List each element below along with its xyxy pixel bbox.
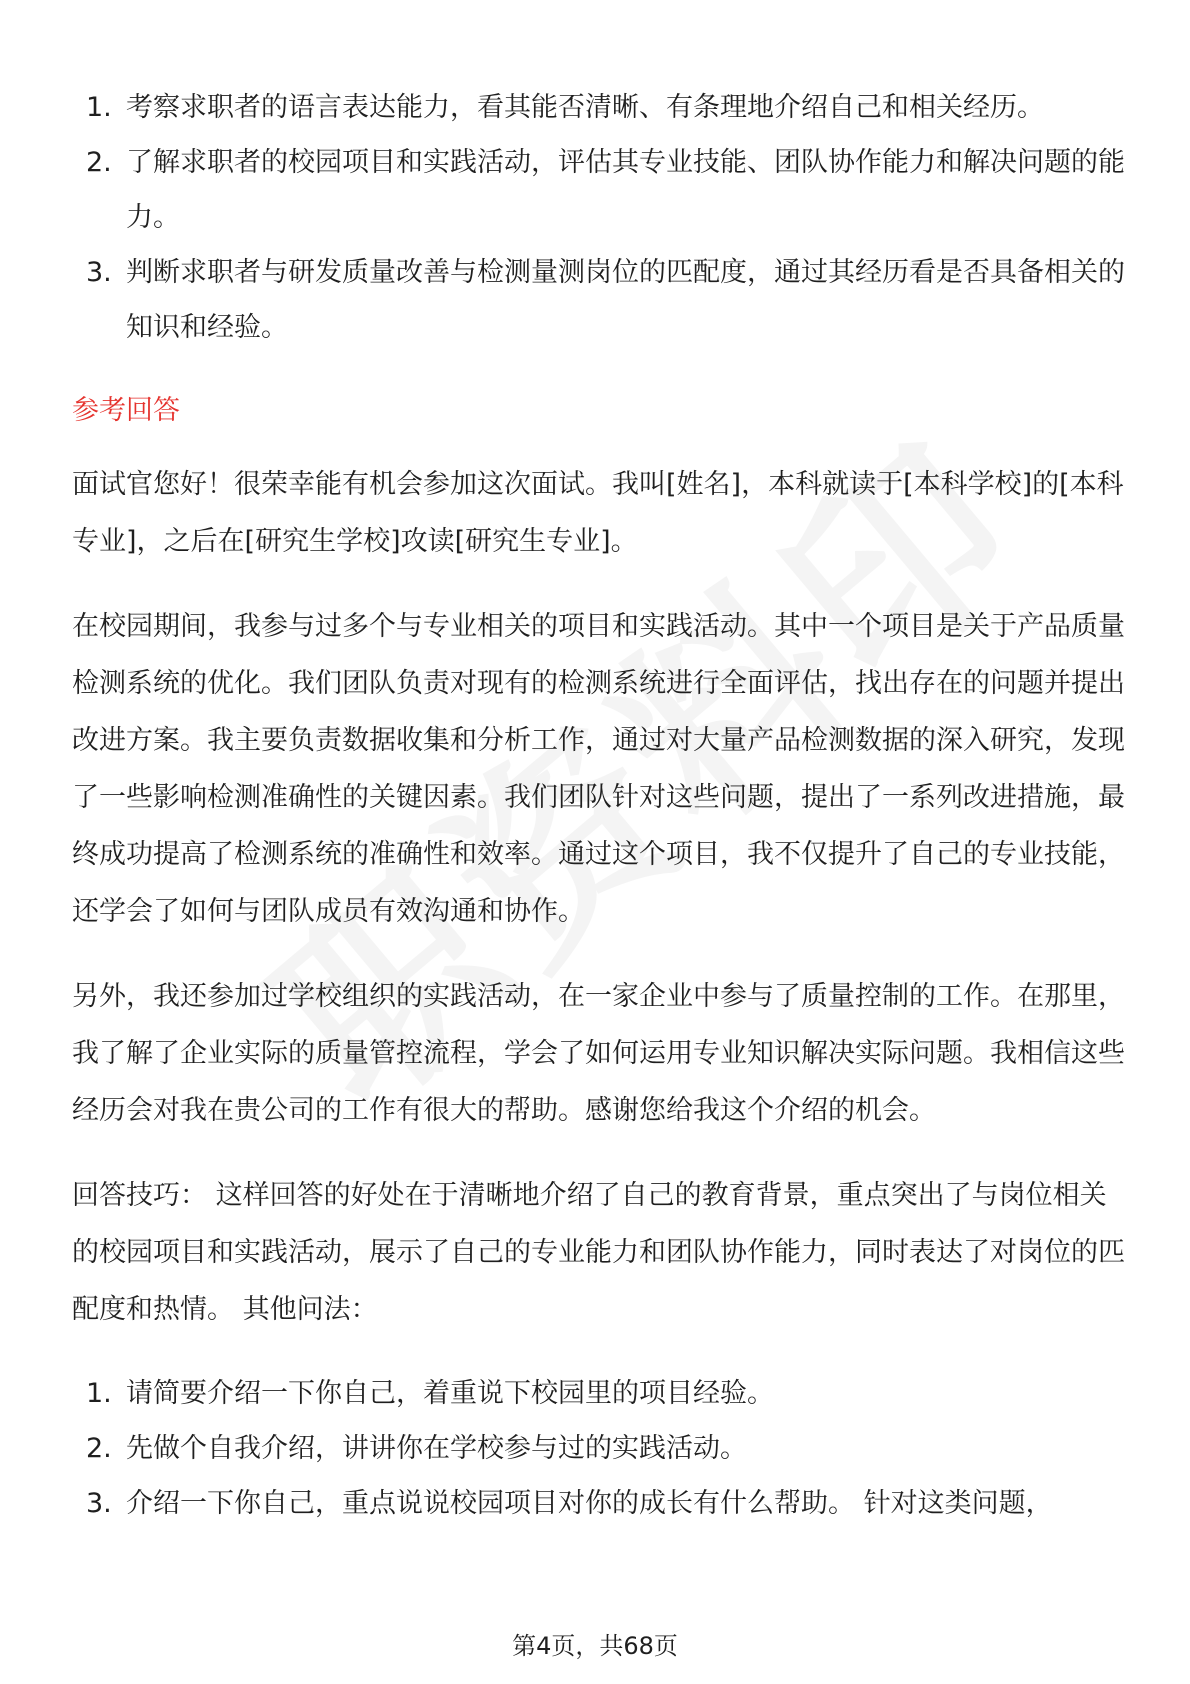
list-item-text: 请简要介绍一下你自己，着重说下校园里的项目经验。 xyxy=(126,1378,774,1409)
list-item-number: 1. xyxy=(86,92,112,123)
list-item-number: 2. xyxy=(86,1433,112,1464)
page-number: 第4页，共68页 xyxy=(512,1632,678,1660)
list-item-number: 3. xyxy=(86,257,112,288)
list-item-number: 2. xyxy=(86,147,112,178)
alternative-questions-list xyxy=(72,1366,1128,1531)
list-item xyxy=(72,1366,1128,1421)
evaluation-points-list xyxy=(72,80,1128,355)
list-item-text: 考察求职者的语言表达能力，看其能否清晰、有条理地介绍自己和相关经历。 xyxy=(126,92,1044,123)
answer-paragraph: 另外，我还参加过学校组织的实践活动，在一家企业中参与了质量控制的工作。在那里，我了解了企业实际的质量管控流程，学会了如何运用专业知识解决实际问题。我相信这些经历会对我在贵公司的工作有很大的帮助。感谢您给我这个介绍的机会。 xyxy=(72,981,1125,1126)
tips-paragraph: 回答技巧： 这样回答的好处在于清晰地介绍了自己的教育背景，重点突出了与岗位相关的校园项目和实践活动，展示了自己的专业能力和团队协作能力，同时表达了对岗位的匹配度和热情。 其他问法： xyxy=(72,1180,1125,1325)
answer-paragraph: 面试官您好！很荣幸能有机会参加这次面试。我叫[姓名]，本科就读于[本科学校]的[本科专业]，之后在[研究生学校]攻读[研究生专业]。 xyxy=(72,469,1124,557)
list-item xyxy=(72,1421,1128,1476)
list-item xyxy=(72,245,1128,355)
answer-paragraph: 在校园期间，我参与过多个与专业相关的项目和实践活动。其中一个项目是关于产品质量检测系统的优化。我们团队负责对现有的检测系统进行全面评估，找出存在的问题并提出改进方案。我主要负责数据收集和分析工作，通过对大量产品检测数据的深入研究，发现了一些影响检测准确性的关键因素。我们团队针对这些问题，提出了一系列改进措施，最终成功提高了检测系统的准确性和效率。通过这个项目，我不仅提升了自己的专业技能，还学会了如何与团队成员有效沟通和协作。 xyxy=(72,611,1125,927)
list-item xyxy=(72,80,1128,135)
page-content xyxy=(72,80,1128,1531)
section-heading: 参考回答 xyxy=(72,395,180,426)
list-item-text: 了解求职者的校园项目和实践活动，评估其专业技能、团队协作能力和解决问题的能力。 xyxy=(126,147,1125,233)
list-item-number: 3. xyxy=(86,1488,112,1519)
list-item-text: 介绍一下你自己，重点说说校园项目对你的成长有什么帮助。 针对这类问题， xyxy=(126,1488,1053,1519)
list-item-number: 1. xyxy=(86,1378,112,1409)
list-item-text: 先做个自我介绍，讲讲你在学校参与过的实践活动。 xyxy=(126,1433,747,1464)
list-item xyxy=(72,1476,1128,1531)
list-item xyxy=(72,135,1128,245)
list-item-text: 判断求职者与研发质量改善与检测量测岗位的匹配度，通过其经历看是否具备相关的知识和经验。 xyxy=(126,257,1125,343)
